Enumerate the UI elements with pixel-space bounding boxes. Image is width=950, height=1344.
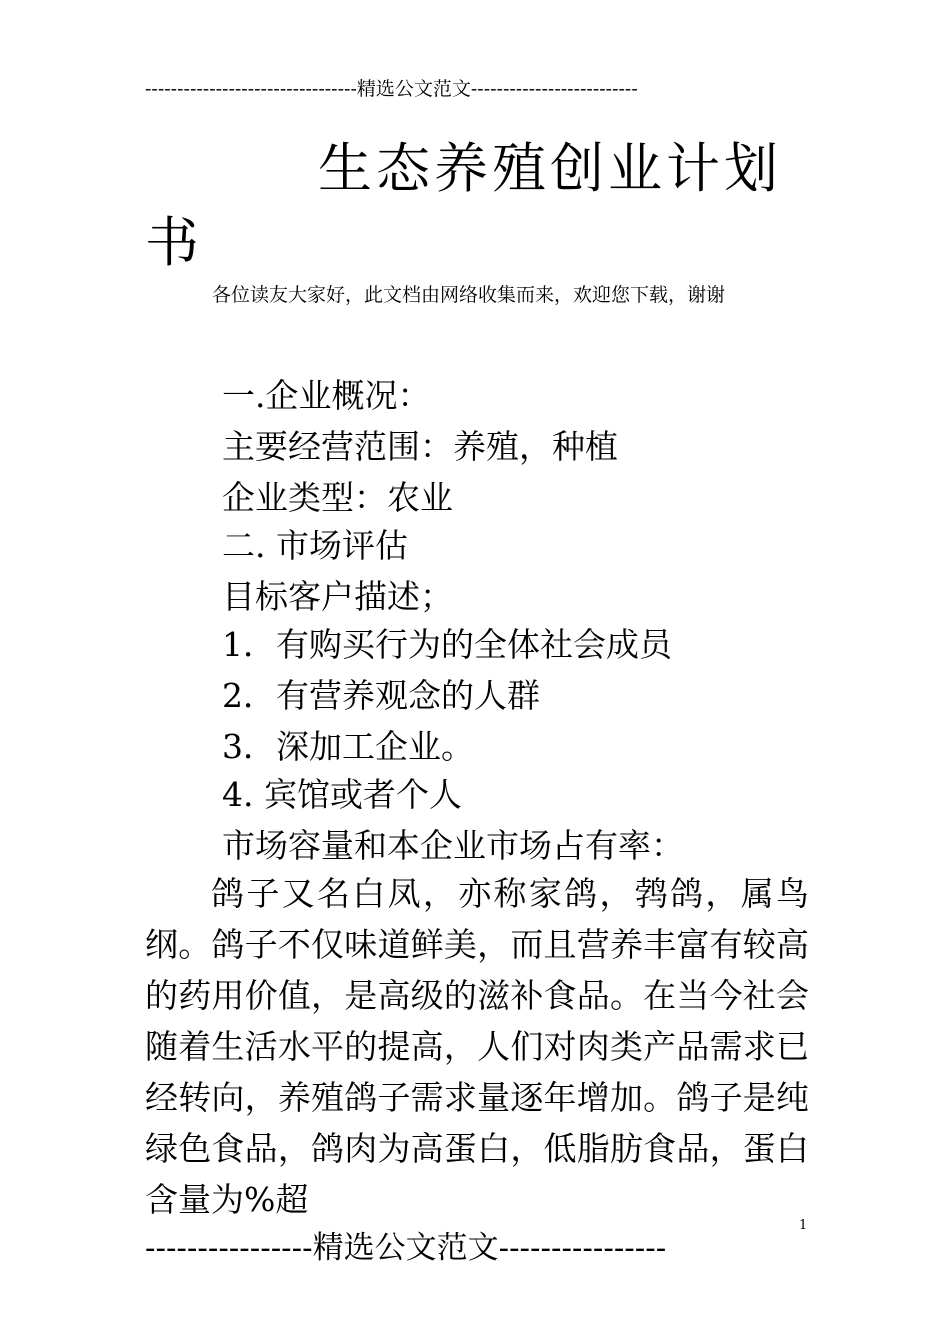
section-heading-overview: 一.企业概况：: [222, 376, 431, 415]
market-capacity-heading: 市场容量和本企业市场占有率：: [222, 826, 684, 865]
page-number: 1: [799, 1218, 808, 1233]
target-customer-heading: 目标客户描述；: [222, 577, 453, 616]
list-item: 4. 宾馆或者个人: [222, 775, 462, 814]
list-item: 1．有购买行为的全体社会成员: [222, 625, 672, 664]
greeting-text: 各位读友大家好，此文档由网络收集而来，欢迎您下载，谢谢: [212, 284, 726, 306]
business-type-line: 企业类型：农业: [222, 478, 453, 517]
page-footer: ----------------精选公文范文----------------: [145, 1230, 667, 1266]
document-title: 生态养殖创业计划: [318, 137, 782, 200]
list-item: 3．深加工企业。: [222, 727, 474, 766]
list-item: 2．有营养观念的人群: [222, 676, 540, 715]
section-heading-market: 二. 市场评估: [222, 526, 408, 565]
business-scope-line: 主要经营范围：养殖，种植: [222, 427, 618, 466]
page-header: ---------------------------------精选公文范文--------------------------: [145, 78, 638, 100]
document-title-continued: 书: [145, 211, 199, 274]
body-paragraph: 鸽子又名白凤，亦称家鸽，鹁鸽，属鸟纲。鸽子不仅味道鲜美，而且营养丰富有较高的药用价值，是高级的滋补食品。在当今社会随着生活水平的提高，人们对肉类产品需求已经转向，养殖鸽子需求量逐年增加。鸽子是纯绿色食品，鸽肉为高蛋白，低脂肪食品，蛋白含量为%超: [145, 874, 809, 1219]
